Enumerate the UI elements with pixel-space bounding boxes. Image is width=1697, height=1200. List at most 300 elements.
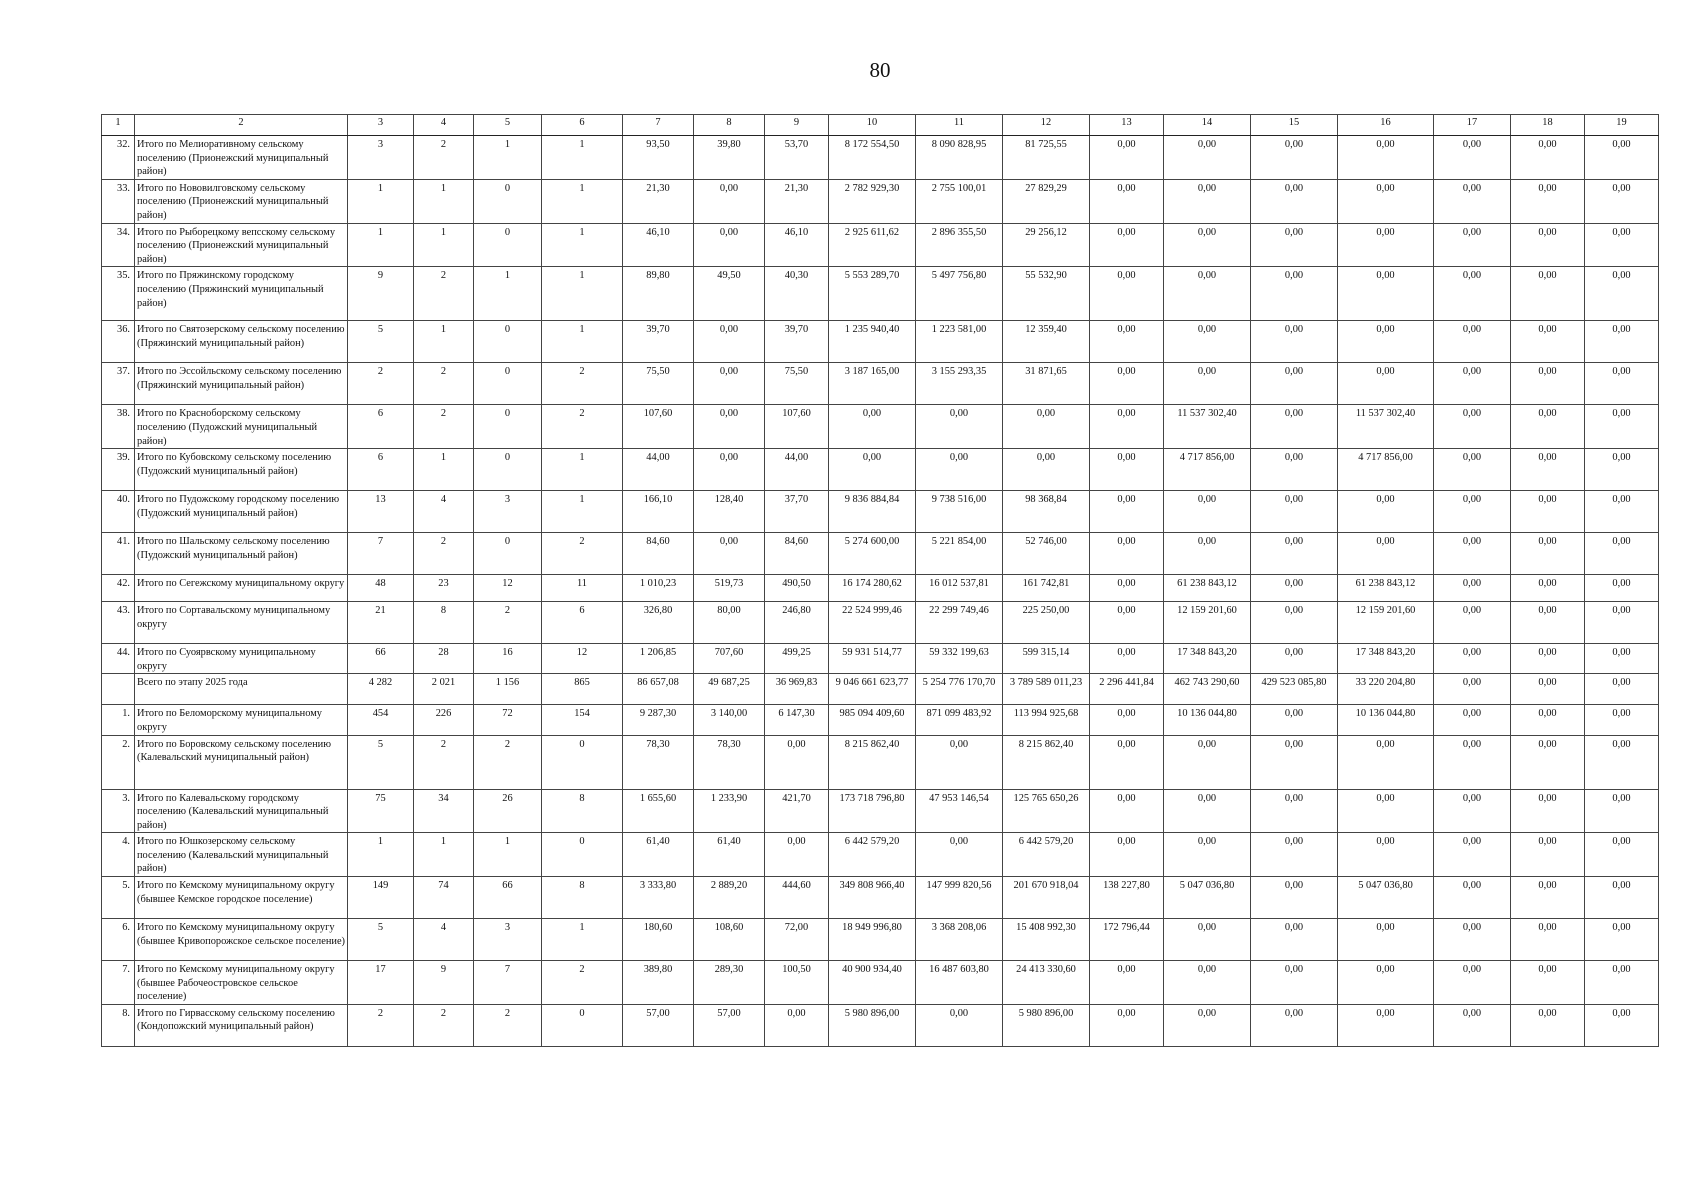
cell-value: 55 532,90 xyxy=(1003,267,1090,321)
cell-value: 0,00 xyxy=(1338,363,1434,405)
column-header: 9 xyxy=(765,115,829,136)
cell-value: 113 994 925,68 xyxy=(1003,705,1090,735)
cell-value: 1 xyxy=(542,223,623,267)
cell-value: 0,00 xyxy=(1338,1004,1434,1046)
cell-value: 57,00 xyxy=(623,1004,694,1046)
cell-value: 0,00 xyxy=(1251,136,1338,180)
cell-value: 78,30 xyxy=(623,735,694,789)
cell-value: 5 xyxy=(348,735,414,789)
cell-value: 0,00 xyxy=(1164,321,1251,363)
cell-value: 0,00 xyxy=(829,449,916,491)
cell-value: 0,00 xyxy=(1585,321,1659,363)
cell-value: 84,60 xyxy=(765,533,829,575)
cell-value: 9 738 516,00 xyxy=(916,491,1003,533)
cell-value: 0,00 xyxy=(1090,179,1164,223)
cell-value: 0,00 xyxy=(1511,321,1585,363)
cell-value: 147 999 820,56 xyxy=(916,877,1003,919)
cell-value: 3 333,80 xyxy=(623,877,694,919)
cell-value: 0,00 xyxy=(1434,449,1511,491)
cell-value: 3 789 589 011,23 xyxy=(1003,674,1090,705)
cell-value: 4 717 856,00 xyxy=(1338,449,1434,491)
cell-value: 0,00 xyxy=(1585,705,1659,735)
cell-value: 1 xyxy=(348,223,414,267)
cell-value: 0,00 xyxy=(1511,179,1585,223)
cell-value: 9 287,30 xyxy=(623,705,694,735)
cell-value: 172 796,44 xyxy=(1090,919,1164,961)
row-label: Итого по Гирвасскому сельскому поселению (Кондопожский муниципальный район) xyxy=(135,1004,348,1046)
cell-value: 0,00 xyxy=(1251,833,1338,877)
cell-value: 7 xyxy=(348,533,414,575)
cell-value: 0,00 xyxy=(916,449,1003,491)
cell-value: 707,60 xyxy=(694,644,765,674)
column-header: 5 xyxy=(474,115,542,136)
cell-value: 1 xyxy=(542,491,623,533)
column-header: 15 xyxy=(1251,115,1338,136)
cell-value: 0,00 xyxy=(1090,833,1164,877)
cell-value: 0,00 xyxy=(916,1004,1003,1046)
row-number: 40. xyxy=(102,491,135,533)
cell-value: 0,00 xyxy=(829,405,916,449)
table-row xyxy=(102,674,1659,705)
cell-value: 0,00 xyxy=(1003,449,1090,491)
cell-value: 0,00 xyxy=(694,405,765,449)
cell-value: 1 235 940,40 xyxy=(829,321,916,363)
cell-value: 2 xyxy=(348,363,414,405)
cell-value: 0 xyxy=(474,223,542,267)
cell-value: 15 408 992,30 xyxy=(1003,919,1090,961)
cell-value: 84,60 xyxy=(623,533,694,575)
cell-value: 871 099 483,92 xyxy=(916,705,1003,735)
cell-value: 2 xyxy=(474,602,542,644)
cell-value: 0,00 xyxy=(1164,919,1251,961)
cell-value: 0,00 xyxy=(1585,405,1659,449)
cell-value: 37,70 xyxy=(765,491,829,533)
cell-value: 5 xyxy=(348,919,414,961)
cell-value: 75,50 xyxy=(623,363,694,405)
cell-value: 61,40 xyxy=(623,833,694,877)
cell-value: 0,00 xyxy=(1434,179,1511,223)
cell-value: 8 090 828,95 xyxy=(916,136,1003,180)
cell-value: 3 368 208,06 xyxy=(916,919,1003,961)
cell-value: 985 094 409,60 xyxy=(829,705,916,735)
cell-value: 0,00 xyxy=(1434,405,1511,449)
cell-value: 6 xyxy=(348,405,414,449)
cell-value: 8 xyxy=(414,602,474,644)
cell-value: 3 155 293,35 xyxy=(916,363,1003,405)
row-label: Итого по Кемскому муниципальному округу (бывшее Рабочеостровское сельское поселение) xyxy=(135,961,348,1005)
cell-value: 289,30 xyxy=(694,961,765,1005)
cell-value: 17 xyxy=(348,961,414,1005)
cell-value: 0 xyxy=(474,321,542,363)
row-label: Итого по Мелиоративному сельскому поселению (Прионежский муниципальный район) xyxy=(135,136,348,180)
cell-value: 17 348 843,20 xyxy=(1338,644,1434,674)
cell-value: 0,00 xyxy=(1585,1004,1659,1046)
cell-value: 0,00 xyxy=(1511,705,1585,735)
cell-value: 3 xyxy=(474,491,542,533)
cell-value: 16 xyxy=(474,644,542,674)
cell-value: 49 687,25 xyxy=(694,674,765,705)
cell-value: 0,00 xyxy=(1434,136,1511,180)
cell-value: 22 299 749,46 xyxy=(916,602,1003,644)
cell-value: 0,00 xyxy=(1585,735,1659,789)
cell-value: 8 xyxy=(542,877,623,919)
row-number: 44. xyxy=(102,644,135,674)
cell-value: 6 xyxy=(542,602,623,644)
row-label: Итого по Калевальскому городскому поселению (Калевальский муниципальный район) xyxy=(135,789,348,833)
cell-value: 39,80 xyxy=(694,136,765,180)
cell-value: 12 159 201,60 xyxy=(1338,602,1434,644)
cell-value: 154 xyxy=(542,705,623,735)
cell-value: 0,00 xyxy=(694,533,765,575)
cell-value: 2 896 355,50 xyxy=(916,223,1003,267)
cell-value: 599 315,14 xyxy=(1003,644,1090,674)
cell-value: 0,00 xyxy=(694,179,765,223)
row-label: Итого по Кубовскому сельскому поселению (Пудожский муниципальный район) xyxy=(135,449,348,491)
cell-value: 0,00 xyxy=(694,321,765,363)
cell-value: 0,00 xyxy=(1251,789,1338,833)
table-row xyxy=(102,321,1659,363)
cell-value: 1 xyxy=(414,833,474,877)
column-header: 7 xyxy=(623,115,694,136)
cell-value: 180,60 xyxy=(623,919,694,961)
cell-value: 0,00 xyxy=(694,449,765,491)
cell-value: 46,10 xyxy=(623,223,694,267)
table-row xyxy=(102,833,1659,877)
cell-value: 39,70 xyxy=(765,321,829,363)
cell-value: 1 xyxy=(414,223,474,267)
cell-value: 3 xyxy=(474,919,542,961)
row-number: 36. xyxy=(102,321,135,363)
cell-value: 0,00 xyxy=(1511,491,1585,533)
row-label: Итого по Красноборскому сельскому поселению (Пудожский муниципальный район) xyxy=(135,405,348,449)
cell-value: 40,30 xyxy=(765,267,829,321)
cell-value: 9 836 884,84 xyxy=(829,491,916,533)
row-number: 43. xyxy=(102,602,135,644)
cell-value: 1 xyxy=(414,449,474,491)
cell-value: 0,00 xyxy=(1338,179,1434,223)
cell-value: 0,00 xyxy=(1251,602,1338,644)
row-label: Итого по Кемскому муниципальному округу (бывшее Кривопорожское сельское поселение) xyxy=(135,919,348,961)
cell-value: 0,00 xyxy=(1511,405,1585,449)
cell-value: 2 xyxy=(474,1004,542,1046)
cell-value: 6 xyxy=(348,449,414,491)
row-number: 4. xyxy=(102,833,135,877)
table-row xyxy=(102,363,1659,405)
table-row xyxy=(102,449,1659,491)
cell-value: 1 xyxy=(348,179,414,223)
row-label: Итого по Пряжинскому городскому поселению (Пряжинский муниципальный район) xyxy=(135,267,348,321)
cell-value: 0,00 xyxy=(1585,674,1659,705)
cell-value: 0,00 xyxy=(765,735,829,789)
cell-value: 0,00 xyxy=(1511,223,1585,267)
cell-value: 16 487 603,80 xyxy=(916,961,1003,1005)
cell-value: 1 xyxy=(542,321,623,363)
cell-value: 6 442 579,20 xyxy=(829,833,916,877)
cell-value: 0,00 xyxy=(1164,491,1251,533)
cell-value: 12 xyxy=(542,644,623,674)
cell-value: 226 xyxy=(414,705,474,735)
row-label: Итого по Суоярвскому муниципальному округу xyxy=(135,644,348,674)
cell-value: 11 537 302,40 xyxy=(1338,405,1434,449)
cell-value: 0,00 xyxy=(765,833,829,877)
cell-value: 4 282 xyxy=(348,674,414,705)
cell-value: 5 980 896,00 xyxy=(1003,1004,1090,1046)
cell-value: 0,00 xyxy=(1434,833,1511,877)
cell-value: 8 172 554,50 xyxy=(829,136,916,180)
cell-value: 0,00 xyxy=(1585,602,1659,644)
cell-value: 0,00 xyxy=(694,223,765,267)
cell-value: 0,00 xyxy=(1164,533,1251,575)
table-row xyxy=(102,575,1659,602)
cell-value: 2 xyxy=(542,533,623,575)
cell-value: 5 497 756,80 xyxy=(916,267,1003,321)
row-label: Итого по Шальскому сельскому поселению (Пудожский муниципальный район) xyxy=(135,533,348,575)
cell-value: 0,00 xyxy=(1090,1004,1164,1046)
row-number: 7. xyxy=(102,961,135,1005)
column-header: 18 xyxy=(1511,115,1585,136)
cell-value: 0,00 xyxy=(1585,449,1659,491)
row-number: 41. xyxy=(102,533,135,575)
cell-value: 47 953 146,54 xyxy=(916,789,1003,833)
cell-value: 0,00 xyxy=(1434,1004,1511,1046)
cell-value: 0,00 xyxy=(1585,877,1659,919)
cell-value: 0,00 xyxy=(1511,136,1585,180)
cell-value: 326,80 xyxy=(623,602,694,644)
cell-value: 0,00 xyxy=(1090,789,1164,833)
row-number: 33. xyxy=(102,179,135,223)
row-label: Итого по Святозерскому сельскому поселению (Пряжинский муниципальный район) xyxy=(135,321,348,363)
cell-value: 1 xyxy=(474,136,542,180)
cell-value: 0,00 xyxy=(1585,363,1659,405)
cell-value: 21,30 xyxy=(623,179,694,223)
cell-value: 0,00 xyxy=(1434,674,1511,705)
cell-value: 0 xyxy=(474,533,542,575)
cell-value: 0,00 xyxy=(1090,321,1164,363)
cell-value: 4 xyxy=(414,491,474,533)
cell-value: 12 359,40 xyxy=(1003,321,1090,363)
cell-value: 0,00 xyxy=(1338,735,1434,789)
cell-value: 1 xyxy=(542,919,623,961)
cell-value: 0,00 xyxy=(1338,321,1434,363)
cell-value: 11 xyxy=(542,575,623,602)
row-label: Всего по этапу 2025 года xyxy=(135,674,348,705)
cell-value: 0,00 xyxy=(1434,267,1511,321)
cell-value: 2 021 xyxy=(414,674,474,705)
column-header: 19 xyxy=(1585,115,1659,136)
cell-value: 0,00 xyxy=(1090,644,1164,674)
cell-value: 29 256,12 xyxy=(1003,223,1090,267)
row-label: Итого по Боровскому сельскому поселению (Калевальский муниципальный район) xyxy=(135,735,348,789)
row-number: 1. xyxy=(102,705,135,735)
cell-value: 0,00 xyxy=(1585,267,1659,321)
cell-value: 0,00 xyxy=(1434,735,1511,789)
cell-value: 5 047 036,80 xyxy=(1338,877,1434,919)
row-number: 8. xyxy=(102,1004,135,1046)
cell-value: 2 755 100,01 xyxy=(916,179,1003,223)
cell-value: 6 147,30 xyxy=(765,705,829,735)
cell-value: 246,80 xyxy=(765,602,829,644)
cell-value: 0,00 xyxy=(1511,877,1585,919)
cell-value: 12 159 201,60 xyxy=(1164,602,1251,644)
cell-value: 4 717 856,00 xyxy=(1164,449,1251,491)
cell-value: 0,00 xyxy=(1434,602,1511,644)
cell-value: 48 xyxy=(348,575,414,602)
cell-value: 0,00 xyxy=(1434,363,1511,405)
cell-value: 0,00 xyxy=(1585,919,1659,961)
cell-value: 173 718 796,80 xyxy=(829,789,916,833)
cell-value: 72 xyxy=(474,705,542,735)
cell-value: 66 xyxy=(474,877,542,919)
cell-value: 0,00 xyxy=(1511,674,1585,705)
cell-value: 2 925 611,62 xyxy=(829,223,916,267)
table-row xyxy=(102,705,1659,735)
table-row xyxy=(102,267,1659,321)
column-header: 14 xyxy=(1164,115,1251,136)
cell-value: 16 012 537,81 xyxy=(916,575,1003,602)
cell-value: 46,10 xyxy=(765,223,829,267)
cell-value: 0,00 xyxy=(1164,179,1251,223)
row-number: 38. xyxy=(102,405,135,449)
cell-value: 2 xyxy=(414,363,474,405)
cell-value: 149 xyxy=(348,877,414,919)
cell-value: 75,50 xyxy=(765,363,829,405)
cell-value: 0,00 xyxy=(1090,267,1164,321)
cell-value: 166,10 xyxy=(623,491,694,533)
cell-value: 1 xyxy=(542,449,623,491)
housing-program-table xyxy=(101,114,1659,1047)
cell-value: 0,00 xyxy=(1511,833,1585,877)
cell-value: 3 187 165,00 xyxy=(829,363,916,405)
cell-value: 59 931 514,77 xyxy=(829,644,916,674)
cell-value: 1 xyxy=(542,136,623,180)
column-header: 1 xyxy=(102,115,135,136)
row-label: Итого по Рыборецкому вепсскому сельскому поселению (Прионежский муниципальный район) xyxy=(135,223,348,267)
cell-value: 1 xyxy=(542,267,623,321)
cell-value: 5 xyxy=(348,321,414,363)
cell-value: 3 140,00 xyxy=(694,705,765,735)
row-number: 6. xyxy=(102,919,135,961)
cell-value: 0,00 xyxy=(1585,833,1659,877)
row-number: 42. xyxy=(102,575,135,602)
cell-value: 7 xyxy=(474,961,542,1005)
row-label: Итого по Нововилговскому сельскому поселению (Прионежский муниципальный район) xyxy=(135,179,348,223)
cell-value: 0,00 xyxy=(1251,321,1338,363)
cell-value: 52 746,00 xyxy=(1003,533,1090,575)
cell-value: 865 xyxy=(542,674,623,705)
cell-value: 0,00 xyxy=(1251,405,1338,449)
cell-value: 0,00 xyxy=(1338,919,1434,961)
cell-value: 2 xyxy=(542,405,623,449)
cell-value: 0,00 xyxy=(1251,877,1338,919)
cell-value: 53,70 xyxy=(765,136,829,180)
cell-value: 72,00 xyxy=(765,919,829,961)
page-number: 80 xyxy=(869,58,891,82)
cell-value: 18 949 996,80 xyxy=(829,919,916,961)
cell-value: 0,00 xyxy=(1090,533,1164,575)
cell-value: 5 274 600,00 xyxy=(829,533,916,575)
cell-value: 9 046 661 623,77 xyxy=(829,674,916,705)
cell-value: 0,00 xyxy=(1434,961,1511,1005)
column-header: 2 xyxy=(135,115,348,136)
cell-value: 454 xyxy=(348,705,414,735)
cell-value: 0,00 xyxy=(1164,1004,1251,1046)
row-label: Итого по Пудожскому городскому поселению (Пудожский муниципальный район) xyxy=(135,491,348,533)
cell-value: 2 xyxy=(474,735,542,789)
cell-value: 0,00 xyxy=(1585,223,1659,267)
cell-value: 0,00 xyxy=(1003,405,1090,449)
cell-value: 21 xyxy=(348,602,414,644)
row-number: 39. xyxy=(102,449,135,491)
cell-value: 44,00 xyxy=(623,449,694,491)
row-number xyxy=(102,674,135,705)
cell-value: 36 969,83 xyxy=(765,674,829,705)
cell-value: 0,00 xyxy=(916,735,1003,789)
cell-value: 125 765 650,26 xyxy=(1003,789,1090,833)
cell-value: 78,30 xyxy=(694,735,765,789)
cell-value: 0,00 xyxy=(1164,267,1251,321)
row-number: 35. xyxy=(102,267,135,321)
row-number: 32. xyxy=(102,136,135,180)
cell-value: 490,50 xyxy=(765,575,829,602)
cell-value: 0,00 xyxy=(1090,705,1164,735)
cell-value: 0,00 xyxy=(1090,575,1164,602)
cell-value: 499,25 xyxy=(765,644,829,674)
table-row xyxy=(102,644,1659,674)
cell-value: 0,00 xyxy=(1090,602,1164,644)
column-header: 6 xyxy=(542,115,623,136)
cell-value: 80,00 xyxy=(694,602,765,644)
table-row xyxy=(102,136,1659,180)
cell-value: 0,00 xyxy=(916,833,1003,877)
cell-value: 0,00 xyxy=(1434,789,1511,833)
column-header: 4 xyxy=(414,115,474,136)
cell-value: 0,00 xyxy=(1164,789,1251,833)
cell-value: 1 206,85 xyxy=(623,644,694,674)
cell-value: 0,00 xyxy=(916,405,1003,449)
cell-value: 349 808 966,40 xyxy=(829,877,916,919)
row-label: Итого по Сегежскому муниципальному округу xyxy=(135,575,348,602)
cell-value: 98 368,84 xyxy=(1003,491,1090,533)
cell-value: 2 xyxy=(414,405,474,449)
row-label: Итого по Эссойльскому сельскому поселению (Пряжинский муниципальный район) xyxy=(135,363,348,405)
cell-value: 100,50 xyxy=(765,961,829,1005)
column-header: 11 xyxy=(916,115,1003,136)
cell-value: 1 010,23 xyxy=(623,575,694,602)
cell-value: 161 742,81 xyxy=(1003,575,1090,602)
cell-value: 10 136 044,80 xyxy=(1164,705,1251,735)
table-row xyxy=(102,602,1659,644)
cell-value: 61,40 xyxy=(694,833,765,877)
table-row xyxy=(102,533,1659,575)
cell-value: 9 xyxy=(348,267,414,321)
cell-value: 0,00 xyxy=(1251,961,1338,1005)
cell-value: 0,00 xyxy=(1511,449,1585,491)
cell-value: 0,00 xyxy=(1585,575,1659,602)
cell-value: 0,00 xyxy=(1338,789,1434,833)
cell-value: 17 348 843,20 xyxy=(1164,644,1251,674)
cell-value: 0,00 xyxy=(1585,961,1659,1005)
cell-value: 0,00 xyxy=(1251,533,1338,575)
cell-value: 107,60 xyxy=(623,405,694,449)
cell-value: 2 xyxy=(348,1004,414,1046)
row-label: Итого по Кемскому муниципальному округу (бывшее Кемское городское поселение) xyxy=(135,877,348,919)
cell-value: 0,00 xyxy=(1511,735,1585,789)
cell-value: 0,00 xyxy=(1434,575,1511,602)
cell-value: 26 xyxy=(474,789,542,833)
column-header-row xyxy=(102,115,1659,136)
cell-value: 0,00 xyxy=(1251,223,1338,267)
cell-value: 0,00 xyxy=(1434,919,1511,961)
